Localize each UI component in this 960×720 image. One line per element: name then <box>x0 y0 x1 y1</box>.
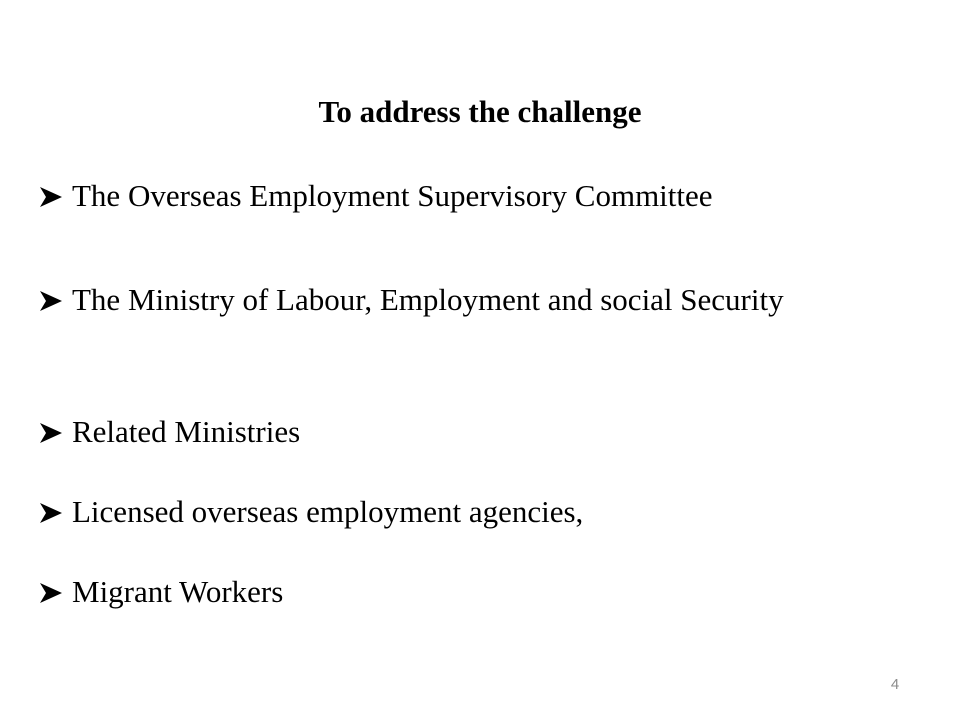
bullet-text: The Ministry of Labour, Employment and social Security <box>72 282 784 317</box>
slide-title: To address the challenge <box>318 94 642 129</box>
page-number: 4 <box>890 676 900 693</box>
bullet-item-committee <box>40 176 936 216</box>
arrowhead-bullet-icon <box>40 583 62 603</box>
bullet-item-migrant-workers <box>40 572 936 612</box>
arrowhead-bullet-icon <box>40 187 62 207</box>
bullet-item-ministry <box>40 280 936 320</box>
bullet-item-agencies <box>40 492 936 532</box>
arrowhead-bullet-icon <box>40 503 62 523</box>
bullet-text: The Overseas Employment Supervisory Committee <box>72 178 713 213</box>
arrowhead-bullet-icon <box>40 423 62 443</box>
bullet-text: Licensed overseas employment agencies, <box>72 494 584 529</box>
arrowhead-bullet-icon <box>40 291 62 311</box>
bullet-item-related-ministries <box>40 412 936 452</box>
bullet-text: Related Ministries <box>72 414 301 449</box>
bullet-text: Migrant Workers <box>72 574 284 609</box>
